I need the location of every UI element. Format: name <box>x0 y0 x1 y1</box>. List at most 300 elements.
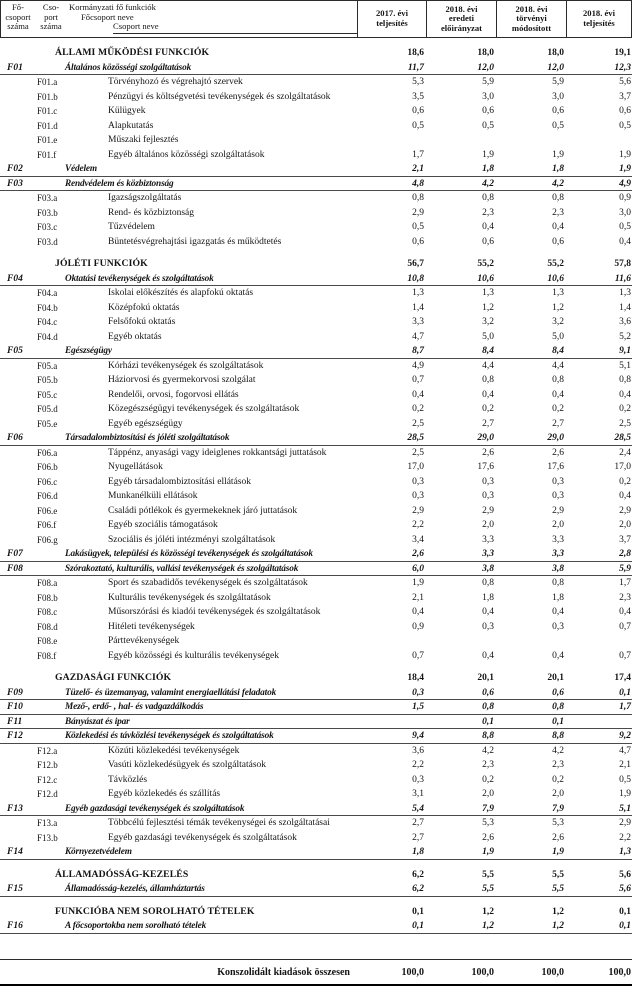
row-value: 0,6 <box>552 687 564 698</box>
row-value: 1,9 <box>412 578 424 588</box>
row-value: 2,7 <box>482 418 494 429</box>
row-value: 2,6 <box>412 549 424 559</box>
row-code: F08.b <box>37 592 58 603</box>
row-value: 5,5 <box>552 869 564 880</box>
row-code: F14 <box>7 847 23 857</box>
row-value: 1,2 <box>482 302 494 313</box>
table-row <box>0 787 632 802</box>
table-row <box>0 220 632 235</box>
row-code: F04 <box>7 273 23 284</box>
row-value: 17,6 <box>547 462 564 472</box>
row-value: 17,4 <box>614 673 631 683</box>
row-value: 2,0 <box>552 789 564 799</box>
row-value: 0,6 <box>619 106 631 116</box>
row-label: Társadalombiztosítási és jóléti szolgáltatások <box>65 433 230 443</box>
table-row <box>0 591 632 606</box>
row-value: 0,7 <box>619 650 631 661</box>
row-value: 28,5 <box>407 433 424 443</box>
row-value: 4,4 <box>482 360 494 371</box>
row-value: 0,4 <box>412 389 424 400</box>
row-value: 9,2 <box>619 731 631 741</box>
row-code: F04.d <box>37 331 58 342</box>
row-value: 4,4 <box>552 360 564 371</box>
row-value: 2,3 <box>482 760 494 770</box>
row-label: Sport és szabadidős tevékenységek és szolgáltatások <box>108 578 308 588</box>
table-row <box>0 919 632 934</box>
row-label: Bányászat és ipar <box>65 716 130 727</box>
row-code: F12.c <box>37 774 58 785</box>
row-value: 2,9 <box>482 505 494 516</box>
row-value: 1,9 <box>482 149 494 160</box>
header-2018-teljesites <box>566 1 631 37</box>
total-value: 100,0 <box>541 966 564 978</box>
row-value: 1,7 <box>412 149 424 160</box>
row-label: Hitéleti tevékenységek <box>108 621 195 632</box>
row-value: 0,6 <box>412 236 424 247</box>
row-value: 0,6 <box>552 106 564 116</box>
table-row <box>0 905 632 920</box>
row-value: 0,2 <box>552 404 564 414</box>
table-row <box>0 671 632 686</box>
row-value: 55,2 <box>477 259 494 269</box>
row-value: 2,2 <box>412 760 424 770</box>
row-value: 0,2 <box>482 774 494 785</box>
header-2017-teljesites <box>357 1 426 37</box>
row-value: 0,8 <box>619 375 631 385</box>
table-row <box>0 845 632 860</box>
table-row <box>0 700 632 715</box>
row-value: 3,2 <box>552 317 564 327</box>
row-code: F12.b <box>37 760 58 770</box>
row-code: F02 <box>7 164 23 174</box>
table-row <box>0 773 632 788</box>
row-code: F12 <box>7 731 23 741</box>
row-value: 0,3 <box>412 476 424 487</box>
row-value: 3,0 <box>552 91 564 102</box>
row-label: Rendelői, orvosi, fogorvosi ellátás <box>108 389 239 400</box>
row-value: 2,1 <box>412 164 424 174</box>
row-label: ÁLLAMADÓSSÁG-KEZELÉS <box>55 868 189 880</box>
row-value: 7,9 <box>552 803 564 814</box>
row-value: 2,6 <box>552 447 564 458</box>
row-value: 11,6 <box>614 273 631 284</box>
row-value: 3,3 <box>552 549 564 559</box>
row-value <box>567 133 632 148</box>
row-label: Családi pótlékok és gyermekeknek járó juttatások <box>108 505 298 516</box>
row-value: 18,4 <box>407 673 424 683</box>
row-value: 0,5 <box>552 120 564 131</box>
row-code: F06.f <box>37 520 57 530</box>
table-row <box>0 61 632 76</box>
table-row <box>0 235 632 250</box>
row-value: 8,8 <box>482 731 494 741</box>
row-code: F13 <box>7 803 23 814</box>
header-line: Csoport neve <box>113 21 159 32</box>
row-value: 3,3 <box>482 549 494 559</box>
row-value: 0,2 <box>619 404 631 414</box>
row-value: 0,6 <box>482 687 494 698</box>
row-code: F01.b <box>37 91 58 102</box>
row-value: 5,9 <box>619 563 631 574</box>
row-value: 0,1 <box>412 921 424 931</box>
row-value: 0,3 <box>482 476 494 487</box>
table-row <box>0 373 632 388</box>
table-row <box>0 417 632 432</box>
row-value: 0,5 <box>412 120 424 131</box>
row-code: F05.c <box>37 389 58 400</box>
row-code: F06.b <box>37 462 58 472</box>
header-line: csoport <box>5 11 31 22</box>
row-code: F13.a <box>37 818 58 828</box>
row-value: 3,7 <box>619 534 631 545</box>
row-value: 3,1 <box>412 789 424 799</box>
row-value: 4,2 <box>552 178 564 189</box>
row-value: 0,8 <box>412 193 424 203</box>
row-value: 12,0 <box>547 62 564 73</box>
table-row <box>0 518 632 533</box>
row-code: F08.a <box>37 578 58 588</box>
table-row <box>0 402 632 417</box>
row-value: 2,6 <box>552 832 564 843</box>
row-code: F06.g <box>37 534 58 545</box>
row-value: 0,2 <box>412 404 424 414</box>
row-value: 2,9 <box>412 505 424 516</box>
row-code: F01.d <box>37 120 58 131</box>
row-value: 5,3 <box>552 818 564 828</box>
row-value: 5,0 <box>482 331 494 342</box>
row-code: F12.a <box>37 745 58 756</box>
table-row <box>0 446 632 461</box>
row-value: 10,6 <box>477 273 494 284</box>
row-code: F05 <box>7 346 23 356</box>
header-line: Fő- <box>12 2 24 12</box>
row-label: Mező-, erdő- , hal- és vadgazdálkodás <box>65 702 204 712</box>
row-value: 0,5 <box>619 222 631 232</box>
row-value: 10,6 <box>547 273 564 284</box>
row-label: FUNKCIÓBA NEM SOROLHATÓ TÉTELEK <box>55 905 255 917</box>
row-value: 5,6 <box>619 884 631 894</box>
row-value: 57,8 <box>614 259 631 269</box>
row-value: 28,5 <box>614 433 631 443</box>
row-value: 55,2 <box>547 259 564 269</box>
header-line: előirányzat <box>440 22 483 33</box>
row-value: 2,7 <box>552 418 564 429</box>
row-label: Kulturális tevékenységek és szolgáltatások <box>108 592 271 603</box>
total-value: 100,0 <box>401 966 424 978</box>
row-label: Általános közösségi szolgáltatások <box>65 62 192 73</box>
row-code: F06 <box>7 433 23 443</box>
row-value: 3,5 <box>412 91 424 102</box>
table-row <box>0 104 632 119</box>
row-code: F01 <box>7 62 23 73</box>
row-value: 1,8 <box>482 592 494 603</box>
row-value: 0,5 <box>482 120 494 131</box>
table-row <box>0 431 632 446</box>
row-value: 0,1 <box>619 687 631 698</box>
row-value: 8,7 <box>412 346 424 356</box>
row-value: 0,8 <box>552 702 564 712</box>
row-value: 0,4 <box>482 607 494 617</box>
row-value: 0,1 <box>619 921 631 931</box>
row-label: Középfokú oktatás <box>108 302 180 313</box>
header-line: 2018. évi <box>445 3 478 14</box>
row-value: 1,3 <box>619 288 631 298</box>
row-value: 20,1 <box>477 673 494 683</box>
row-label: Tüzelő- és üzemanyag, valamint energiaellátási feladatok <box>65 687 277 698</box>
table-row <box>0 460 632 475</box>
header-line: teljesítés <box>583 18 615 28</box>
table-row <box>0 75 632 90</box>
row-value: 17,6 <box>477 462 494 472</box>
row-value: 18,6 <box>407 48 424 58</box>
row-label: A főcsoportokba nem sorolható tételek <box>65 921 207 931</box>
row-value: 4,2 <box>482 178 494 189</box>
row-label: Műszaki fejlesztés <box>108 135 179 145</box>
row-value: 10,8 <box>407 273 424 284</box>
row-label: Törvényhozó és végrehajtó szervek <box>108 77 243 87</box>
row-value: 0,3 <box>412 774 424 785</box>
header-csoport-szama <box>35 1 67 37</box>
row-label: Szociális és jóléti intézményi szolgáltatások <box>108 534 276 545</box>
row-value: 2,5 <box>619 418 631 429</box>
row-code: F03.d <box>37 236 58 247</box>
row-value: 2,9 <box>552 505 564 516</box>
row-value <box>567 634 632 649</box>
row-label: Rend- és közbiztonság <box>108 207 195 218</box>
table-row <box>0 816 632 831</box>
row-value: 3,6 <box>412 745 424 756</box>
row-value: 1,8 <box>412 847 424 857</box>
row-value: 1,4 <box>619 302 631 313</box>
row-value: 9,4 <box>412 731 424 741</box>
row-code: F05.d <box>37 404 58 414</box>
row-value: 0,3 <box>412 687 424 698</box>
row-label: Egyéb közösségi és kulturális tevékenységek <box>108 650 279 661</box>
row-value: 0,7 <box>619 621 631 632</box>
row-value: 3,4 <box>412 534 424 545</box>
row-value: 5,4 <box>412 803 424 814</box>
row-value: 0,2 <box>552 774 564 785</box>
row-value: 1,9 <box>482 847 494 857</box>
row-label: Egyéb közlekedés és szállítás <box>108 789 221 799</box>
row-value: 3,8 <box>482 563 494 574</box>
row-code: F01.c <box>37 106 58 116</box>
row-code: F06.c <box>37 476 58 487</box>
row-value: 0,3 <box>482 491 494 501</box>
row-value: 0,8 <box>552 193 564 203</box>
row-value: 4,7 <box>412 331 424 342</box>
row-code: F08.e <box>37 636 58 646</box>
row-value: 4,9 <box>619 178 631 189</box>
table-row <box>0 802 632 817</box>
row-value: 0,7 <box>412 650 424 661</box>
table-row <box>0 177 632 192</box>
row-value: 4,9 <box>412 360 424 371</box>
row-label: JÓLÉTI FUNKCIÓK <box>55 258 148 269</box>
row-value: 0,6 <box>552 236 564 247</box>
table-row <box>0 191 632 206</box>
header-line: törvényi <box>516 13 547 24</box>
row-value: 6,2 <box>412 884 424 894</box>
row-label: Műsorszórási és kiadói tevékenységek és szolgáltatások <box>108 607 321 617</box>
row-label: Egyéb gazdasági tevékenységek és szolgáltatások <box>108 832 297 843</box>
row-code: F06.d <box>37 491 58 501</box>
row-value: 0,5 <box>412 222 424 232</box>
row-value: 2,6 <box>482 447 494 458</box>
row-value: 11,7 <box>407 62 424 73</box>
row-label: Háziorvosi és gyermekorvosi szolgálat <box>108 375 256 385</box>
row-label: Tűzvédelem <box>108 222 155 232</box>
row-value: 2,0 <box>552 520 564 530</box>
table-row <box>0 90 632 105</box>
row-value: 12,0 <box>477 62 494 73</box>
row-value: 2,6 <box>482 832 494 843</box>
table-row <box>0 119 632 134</box>
row-value: 5,2 <box>619 331 631 342</box>
table-body <box>0 38 632 952</box>
row-value: 5,1 <box>619 803 631 814</box>
header-line: Cso- <box>42 2 60 12</box>
row-value: 8,8 <box>552 731 564 741</box>
row-value: 1,8 <box>552 164 564 174</box>
row-value: 9,1 <box>619 346 631 356</box>
row-value: 1,3 <box>482 288 494 298</box>
row-value: 2,5 <box>412 418 424 429</box>
row-value: 1,9 <box>619 789 631 799</box>
row-label: Egészségügy <box>65 346 112 356</box>
row-value: 0,4 <box>552 222 564 232</box>
row-value: 0,3 <box>552 476 564 487</box>
row-value: 5,1 <box>619 360 631 371</box>
row-code: F09 <box>7 687 23 698</box>
row-value: 1,7 <box>619 578 631 588</box>
table-row <box>0 162 632 177</box>
row-value: 5,3 <box>412 77 424 87</box>
header-line: Kormányzati fő funkciók <box>69 2 156 12</box>
row-value: 0,4 <box>482 222 494 232</box>
row-value: 0,4 <box>619 389 631 400</box>
row-value: 2,0 <box>482 520 494 530</box>
row-code: F06.a <box>37 447 58 458</box>
row-value: 2,3 <box>619 592 631 603</box>
row-label: Büntetésvégrehajtási igazgatás és működtetés <box>108 236 282 247</box>
row-value: 0,4 <box>412 607 424 617</box>
row-label: Egyéb társadalombiztosítási ellátások <box>108 476 251 487</box>
row-label: Alapkutatás <box>108 120 154 131</box>
row-code: F13.b <box>37 832 58 843</box>
row-value: 1,8 <box>552 592 564 603</box>
table-row <box>0 649 632 664</box>
row-label: Közlekedési és távközlési tevékenységek és szolgáltatások <box>65 731 274 741</box>
row-value: 3,6 <box>619 317 631 327</box>
row-value <box>358 133 427 148</box>
row-value: 0,7 <box>412 375 424 385</box>
table-row <box>0 46 632 61</box>
row-value: 0,9 <box>619 193 631 203</box>
row-value: 0,8 <box>552 375 564 385</box>
header-line: port <box>44 11 58 22</box>
row-value: 5,9 <box>482 77 494 87</box>
table-row <box>0 148 632 163</box>
row-value: 2,3 <box>482 207 494 218</box>
row-value: 1,9 <box>619 149 631 160</box>
table-row <box>0 868 632 883</box>
row-value: 4,2 <box>552 745 564 756</box>
row-label: Lakásügyek, települési és közösségi tevékenységek és szolgáltatások <box>65 549 313 559</box>
table-row <box>0 489 632 504</box>
row-value: 2,1 <box>619 760 631 770</box>
row-value: 1,5 <box>412 702 424 712</box>
header-line: módosított <box>511 22 552 33</box>
row-label: Többcélú fejlesztési témák tevékenységei és szolgáltatásai <box>108 818 330 828</box>
row-value: 29,0 <box>547 433 564 443</box>
row-value <box>427 133 497 148</box>
table-row <box>0 388 632 403</box>
row-value: 0,4 <box>552 650 564 661</box>
row-value: 5,5 <box>482 869 494 880</box>
row-label: Egyéb egészségügy <box>108 418 183 429</box>
table-row <box>0 504 632 519</box>
row-code: F01.f <box>37 149 57 160</box>
header-line: száma <box>7 21 29 32</box>
row-code: F16 <box>7 921 23 931</box>
header-line: száma <box>40 21 62 32</box>
row-label: Munkanélküli ellátások <box>108 491 198 501</box>
row-label: Iskolai előkészítés és alapfokú oktatás <box>108 288 254 298</box>
table-row <box>0 758 632 773</box>
row-value: 5,5 <box>552 884 564 894</box>
row-code: F01.e <box>37 135 58 145</box>
row-value: 2,2 <box>412 520 424 530</box>
row-value: 4,7 <box>619 745 631 756</box>
row-value: 2,0 <box>619 520 631 530</box>
row-label: Külügyek <box>108 106 146 116</box>
row-value: 2,2 <box>619 832 631 843</box>
row-label: Közúti közlekedési tevékenységek <box>108 745 240 756</box>
row-label: Egyéb gazdasági tevékenységek és szolgáltatások <box>65 803 245 814</box>
header-line-underlined <box>113 22 357 34</box>
row-value: 0,6 <box>482 236 494 247</box>
table-row <box>0 576 632 591</box>
row-label: Rendvédelem és közbiztonság <box>65 178 174 189</box>
row-value: 8,4 <box>552 346 564 356</box>
row-value: 0,8 <box>482 702 494 712</box>
row-label: Szórakoztató, kulturális, vallási tevékenységek és szolgáltatások <box>65 563 299 574</box>
header-function-names <box>67 1 357 37</box>
table-row <box>0 475 632 490</box>
row-value: 2,9 <box>412 207 424 218</box>
row-label: Párttevékenységek <box>108 636 180 646</box>
row-value: 0,4 <box>619 236 631 247</box>
row-value: 0,1 <box>619 906 631 917</box>
row-value: 1,2 <box>552 921 564 931</box>
table-row <box>0 301 632 316</box>
table-row <box>0 330 632 345</box>
row-label: Egyéb általános közösségi szolgáltatások <box>108 149 265 160</box>
row-value: 2,3 <box>552 207 564 218</box>
row-value: 0,9 <box>412 621 424 632</box>
row-value: 0,8 <box>482 578 494 588</box>
table-row <box>0 605 632 620</box>
row-value: 0,4 <box>619 607 631 617</box>
row-value: 0,3 <box>552 621 564 632</box>
row-value: 18,0 <box>477 48 494 58</box>
table-row <box>0 634 632 649</box>
row-value: 1,2 <box>482 906 494 917</box>
header-line: eredeti <box>448 13 475 24</box>
row-value: 2,7 <box>412 832 424 843</box>
table-row <box>0 315 632 330</box>
